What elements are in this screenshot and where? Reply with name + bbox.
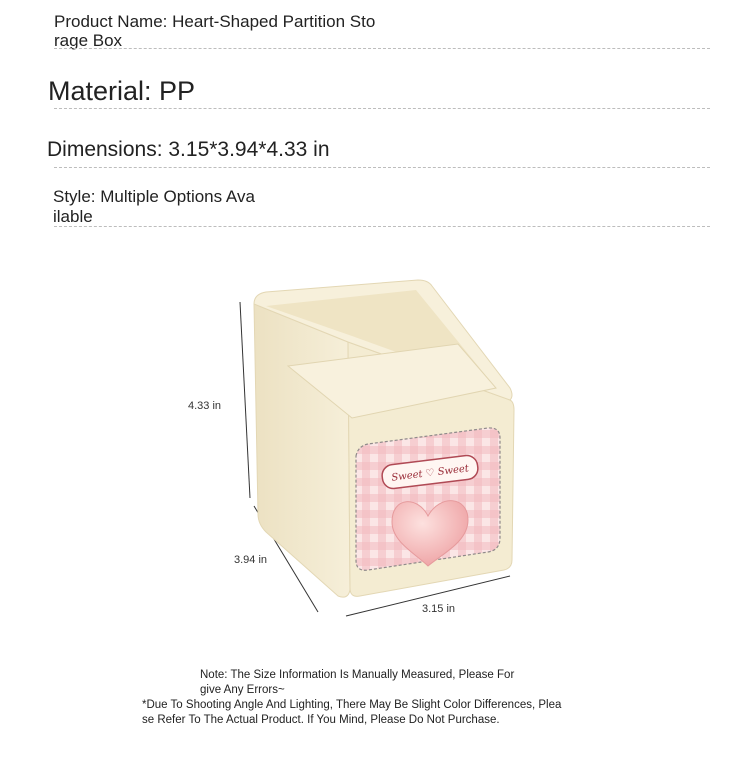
spec-dimensions [0, 120, 750, 172]
width-label: 3.15 in [422, 603, 456, 615]
note-line-3: *Due To Shooting Angle And Lighting, There May Be Slight Color Differences, Plea [142, 699, 562, 711]
note-line-1: Note: The Size Information Is Manually Measured, Please For [200, 669, 515, 681]
dimensions-text: Dimensions: 3.15*3.94*4.33 in [47, 138, 330, 161]
height-label: 4.33 in [188, 400, 222, 412]
height-measure-line [240, 302, 250, 498]
box-left-side [254, 304, 350, 597]
dashed-divider [54, 226, 710, 227]
spec-material [0, 60, 750, 112]
dashed-divider [54, 167, 710, 168]
product-name-text: Product Name: Heart-Shaped Partition Sto rage Box [54, 12, 376, 50]
spec-product-name [0, 0, 750, 52]
badge-text: Sweet ♡ Sweet [390, 463, 470, 484]
note-line-2: give Any Errors~ [200, 684, 285, 696]
spec-style [0, 180, 750, 232]
dashed-divider [54, 48, 710, 49]
storage-box-illustration [170, 270, 550, 630]
product-figure [170, 270, 550, 630]
dashed-divider [54, 108, 710, 109]
material-text: Material: PP [48, 76, 196, 106]
style-text: Style: Multiple Options Ava ilable [53, 187, 255, 226]
note-line-4: se Refer To The Actual Product. If You Mind, Please Do Not Purchase. [142, 714, 500, 726]
depth-label: 3.94 in [234, 554, 268, 566]
